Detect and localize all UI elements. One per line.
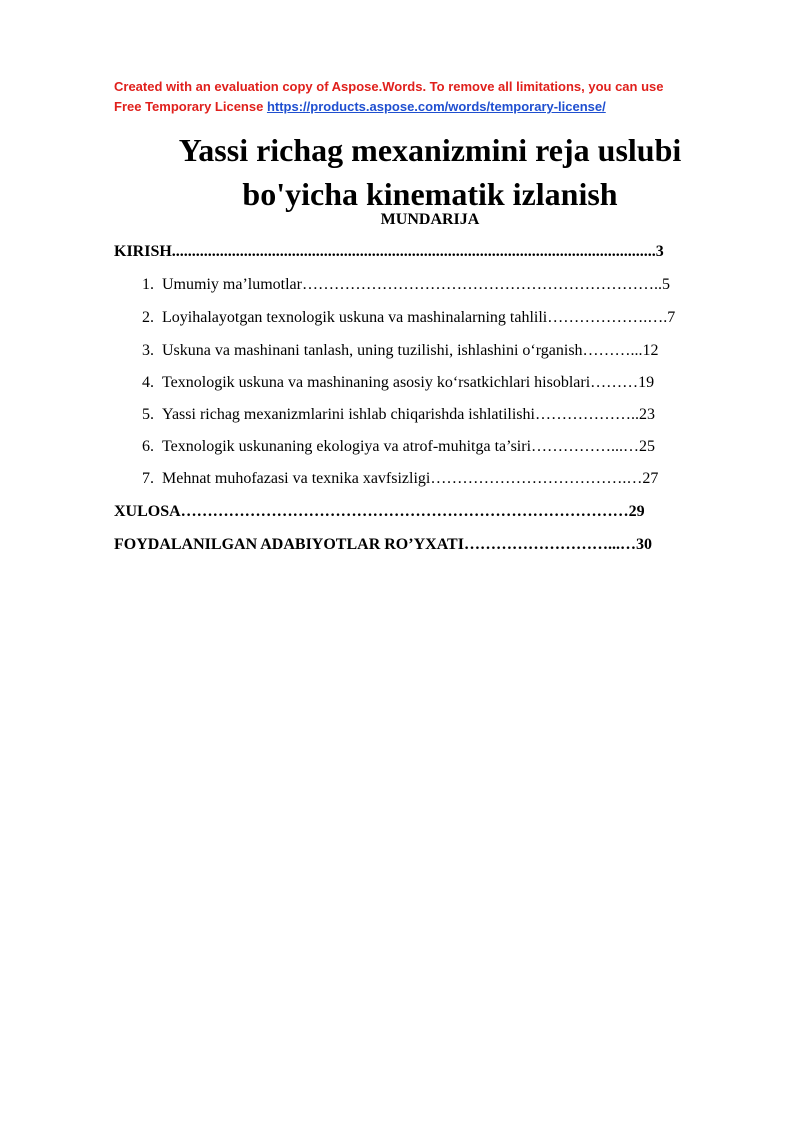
toc-entry-text: Loyihalayotgan texnologik uskuna va mashinalarning tahlili……………….….7 bbox=[162, 309, 676, 326]
toc-entry-number: 1. bbox=[142, 276, 154, 293]
toc-entry[interactable] bbox=[132, 405, 655, 425]
toc-entry-text: Texnologik uskunaning ekologiya va atrof-muhitga ta’siri……………...…25 bbox=[162, 438, 656, 455]
toc-entry-text: Umumiy ma’lumotlar…………………………………………………………..5 bbox=[162, 276, 670, 293]
toc-entry-number: 7. bbox=[142, 470, 154, 487]
toc-entry[interactable] bbox=[132, 437, 655, 457]
toc-entry-text: Mehnat muhofazasi va texnika xavfsizligi……………………………….…27 bbox=[162, 470, 659, 487]
toc-entry[interactable] bbox=[132, 373, 654, 393]
toc-entry-text: XULOSA…………………………………………………………………………29 bbox=[114, 503, 645, 520]
toc-entry-text: Uskuna va mashinani tanlash, uning tuzilishi, ishlashini o‘rganish………...12 bbox=[162, 342, 659, 359]
evaluation-watermark bbox=[114, 77, 754, 117]
toc-entry-text: Texnologik uskuna va mashinaning asosiy ko‘rsatkichlari hisoblari………19 bbox=[162, 374, 655, 391]
title-line-1: Yassi richag mexanizmini reja uslubi bbox=[178, 132, 682, 168]
toc-entry-number: 6. bbox=[142, 438, 154, 455]
temporary-license-link[interactable]: https://products.aspose.com/words/temporary-license/ bbox=[266, 99, 606, 114]
toc-entry-number: 3. bbox=[142, 342, 154, 359]
toc-entry[interactable] bbox=[132, 341, 659, 361]
watermark-license-line bbox=[114, 97, 754, 117]
document-title bbox=[0, 128, 800, 216]
watermark-license-label: Free Temporary License bbox=[114, 99, 264, 114]
toc-entry-number: 4. bbox=[142, 374, 154, 391]
toc-entry[interactable] bbox=[132, 469, 658, 489]
toc-entry[interactable] bbox=[132, 308, 675, 328]
toc-entry-conclusion[interactable] bbox=[114, 502, 645, 522]
toc-entry-references[interactable] bbox=[114, 535, 652, 555]
toc-entry-text: Yassi richag mexanizmlarini ishlab chiqarishda ishlatilishi………………..23 bbox=[162, 406, 655, 423]
toc-entry-number: 2. bbox=[142, 309, 154, 326]
toc-entry[interactable] bbox=[132, 275, 670, 295]
toc-entry-text: FOYDALANILGAN ADABIYOTLAR RO’YXATI………………………...…30 bbox=[114, 536, 652, 553]
toc-entry-text: KIRISH.........................................................................................................................3 bbox=[114, 243, 664, 260]
toc-heading: MUNDARIJA bbox=[380, 211, 480, 228]
watermark-notice: Created with an evaluation copy of Aspose.Words. To remove all limitations, you can use bbox=[114, 79, 664, 94]
toc-entry-number: 5. bbox=[142, 406, 154, 423]
toc-entry-intro[interactable] bbox=[114, 242, 664, 262]
title-line-2: bo'yicha kinematik izlanish bbox=[242, 176, 618, 212]
